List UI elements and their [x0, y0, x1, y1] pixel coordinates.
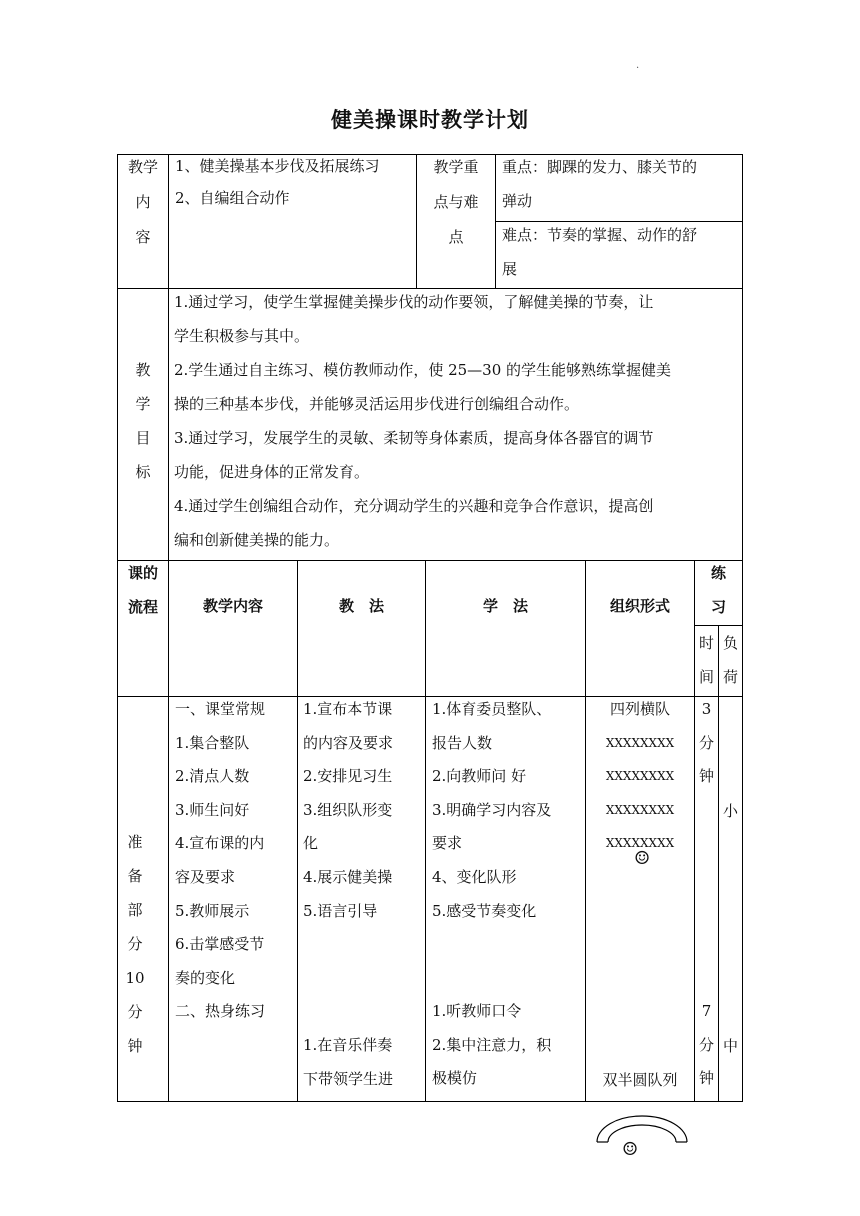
- prep-formation-b: 双半圆队列: [602, 1071, 678, 1089]
- prep-load-a: 小: [722, 802, 738, 820]
- prep-method-b: 1.在音乐伴奏 下带领学生进: [303, 1036, 394, 1088]
- header-load: 负 荷: [722, 634, 738, 686]
- prep-time-b: 7 分 钟: [698, 1002, 714, 1088]
- difficult-point: 难点：节奏的掌握、动作的舒 展: [502, 226, 698, 278]
- prep-study-a: 1.体育委员整队、 报告人数 2.向教师问 好 3.明确学习内容及 要求 4、变化队形 5.感受节奏变化: [432, 700, 552, 920]
- header-practice: 练 习: [710, 564, 726, 616]
- goals-text: 1.通过学习，使学生掌握健美操步伐的动作要领，了解健美操的节奏，让 学生积极参与其中。 2.学生通过自主练习、模仿教师动作，使 25—30 的学生能够熟练掌握健美 操的三种基本步伐，并能够灵活运用步伐进行创编组合动作。 3.通过学习，发展学生的灵敏、柔韧等身体素质，提高身体各器官的调节 功能，促进身体的正常发育。 4.通过学生创编组合动作，充分调动学生的兴趣和竞争合作意识，提高创 编和创新健美操的能力。: [174, 293, 672, 549]
- header-content: 教学内容: [202, 597, 263, 615]
- teacher-smiley-icon-2: ☺: [622, 1139, 639, 1160]
- prep-time-a: 3 分 钟: [698, 700, 714, 786]
- header-time: 时 间: [698, 634, 714, 686]
- prep-formation-a: 四列横队 XXXXXXXX XXXXXXXX XXXXXXXX XXXXXXXX: [605, 700, 675, 851]
- page-title: 健美操课时教学计划: [331, 108, 529, 132]
- content-items: 1、健美操基本步伐及拓展练习 2、自编组合动作: [175, 157, 380, 207]
- teacher-smiley-icon: ☺: [634, 848, 651, 869]
- goals-label: 教 学 目 标: [135, 361, 151, 481]
- prep-section-label: 准 备 部 分 10 分 钟: [125, 833, 145, 1055]
- corner-mark: .: [636, 60, 640, 71]
- key-label: 教学重 点与难 点: [433, 158, 479, 246]
- prep-content: 一、课堂常规 1.集合整队 2.清点人数 3.师生问好 4.宣布课的内 容及要求 5.教师展示 6.击掌感受节 奏的变化 二、热身练习: [175, 700, 266, 1021]
- semicircle-formation-diagram: [592, 1110, 692, 1172]
- prep-study-b: 1.听教师口令 2.集中注意力，积 极模仿: [432, 1002, 552, 1088]
- prep-method-a: 1.宣布本节课 的内容及要求 2.安排见习生 3.组织队形变 化 4.展示健美操 5.语言引导: [303, 700, 394, 920]
- prep-load-b: 中: [722, 1037, 738, 1055]
- key-point: 重点：脚踝的发力、膝关节的 弹动: [502, 158, 698, 210]
- header-study: 学 法: [482, 597, 528, 615]
- header-method: 教 法: [338, 597, 384, 615]
- header-organization: 组织形式: [609, 597, 670, 615]
- content-label: 教学 内 容: [127, 158, 158, 246]
- header-process: 课的 流程: [127, 564, 158, 616]
